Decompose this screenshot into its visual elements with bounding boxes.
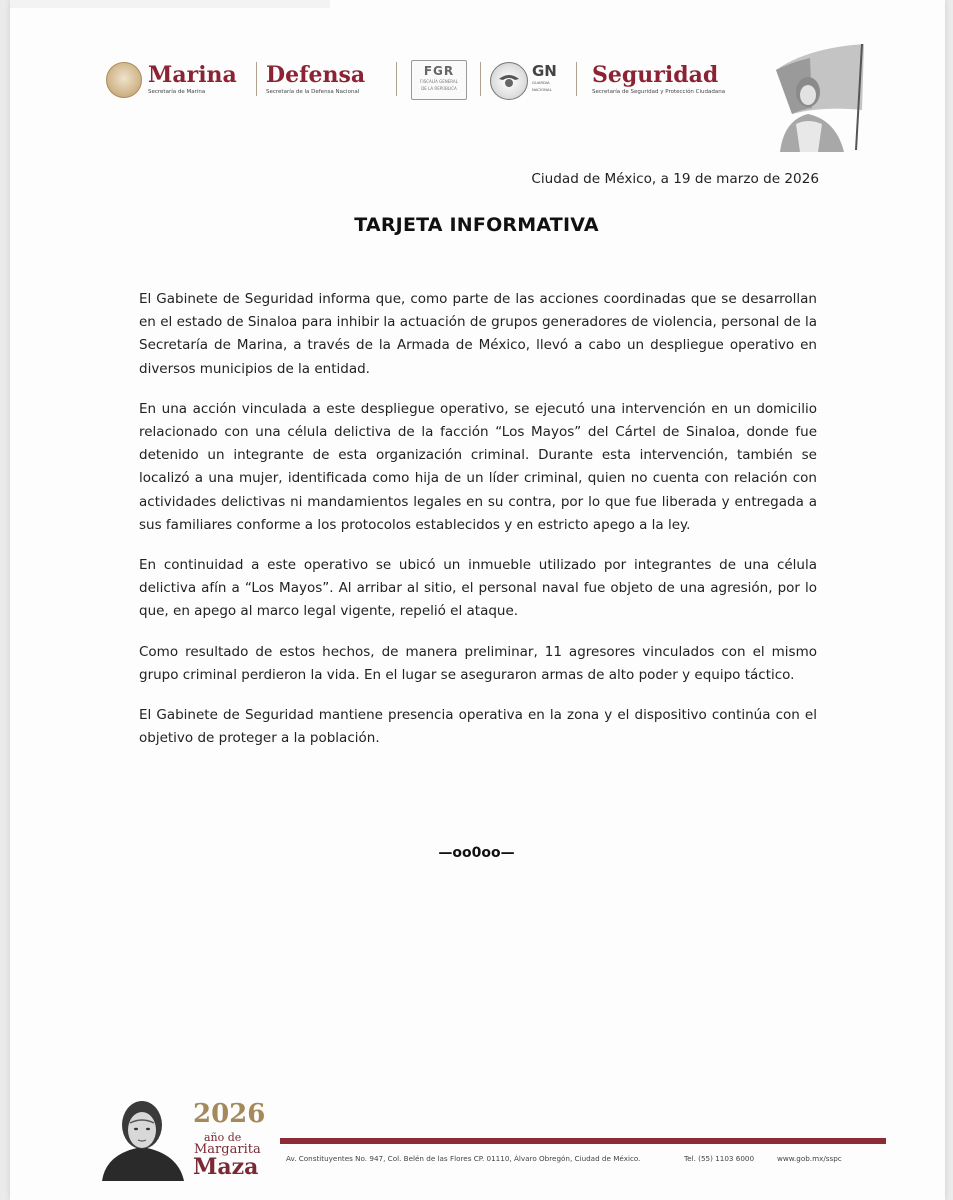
woman-with-flag-illustration <box>752 40 872 152</box>
margarita-maza-portrait <box>96 1095 188 1181</box>
commemorative-year: 2026 <box>193 1099 266 1129</box>
footer-address: Av. Constituyentes No. 947, Col. Belén de las Flores CP. 01110, Álvaro Obregón, Ciudad de México. <box>286 1154 641 1163</box>
footer-website: www.gob.mx/sspc <box>777 1154 842 1163</box>
closing-mark: —oo0oo— <box>438 845 515 861</box>
honoree-last-name: Maza <box>193 1154 259 1180</box>
body-paragraph: El Gabinete de Seguridad mantiene presencia operativa en la zona y el dispositivo continúa con el objetivo de proteger a la población. <box>139 707 817 747</box>
document-title: TARJETA INFORMATIVA <box>354 214 599 236</box>
national-seal-icon <box>106 62 142 98</box>
body-paragraph: En continuidad a este operativo se ubicó un inmueble utilizado por integrantes de una célula delictiva afín a “Los Mayos”. Al arribar al sitio, el personal naval fue objeto de una agresión, por lo que, en apego al marco legal vigente, repelió el ataque. <box>139 557 817 620</box>
body-paragraph: El Gabinete de Seguridad informa que, como parte de las acciones coordinadas que se desarrollan en el estado de Sinaloa para inhibir la actuación de grupos generadores de violencia, personal de la Secretaría de Marina, a través de la Armada de México, llevó a cabo un despliegue operativo en diversos municipios de la entidad. <box>139 291 817 377</box>
logo-divider <box>576 62 577 96</box>
body-paragraph: En una acción vinculada a este despliegue operativo, se ejecutó una intervención en un domicilio relacionado con una célula delictiva de la facción “Los Mayos” del Cártel de Sinaloa, donde fue detenido un integrante de esta organización criminal. Durante esta intervención, también se localizó a una mujer, identificada como hija de un líder criminal, quien no cuenta con relación con actividades delictivas ni mandamientos legales en su contra, por lo que fue liberada y entregada a sus familiares conforme a los protocolos establecidos y en estricto apego a la ley. <box>139 400 817 533</box>
footer-phone: Tel. (55) 1103 6000 <box>684 1154 755 1163</box>
logo-divider <box>480 62 481 96</box>
dateline: Ciudad de México, a 19 de marzo de 2026 <box>531 171 819 187</box>
footer-divider <box>280 1138 886 1144</box>
logo-divider <box>396 62 397 96</box>
eagle-emblem-icon <box>490 62 528 100</box>
agency-logos: Marina Secretaría de Marina Defensa Secretaría de la Defensa Nacional FGR FISCALÍA GENERAL DE LA REPÚBLICA GN GUARDIA NACIONAL Seguridad Secretaría de Seguridad y Protección Ciudadana <box>96 56 736 106</box>
body-paragraph: Como resultado de estos hechos, de manera preliminar, 11 agresores vinculados con el mismo grupo criminal perdieron la vida. En el lugar se aseguraron armas de alto poder y equipo táctico. <box>139 643 817 683</box>
year-subtitle: año de <box>204 1131 242 1144</box>
honoree-first-name: Margarita <box>194 1142 261 1157</box>
logo-divider <box>256 62 257 96</box>
document-body <box>139 288 817 767</box>
fgr-logo: FGR FISCALÍA GENERAL DE LA REPÚBLICA <box>411 60 467 100</box>
